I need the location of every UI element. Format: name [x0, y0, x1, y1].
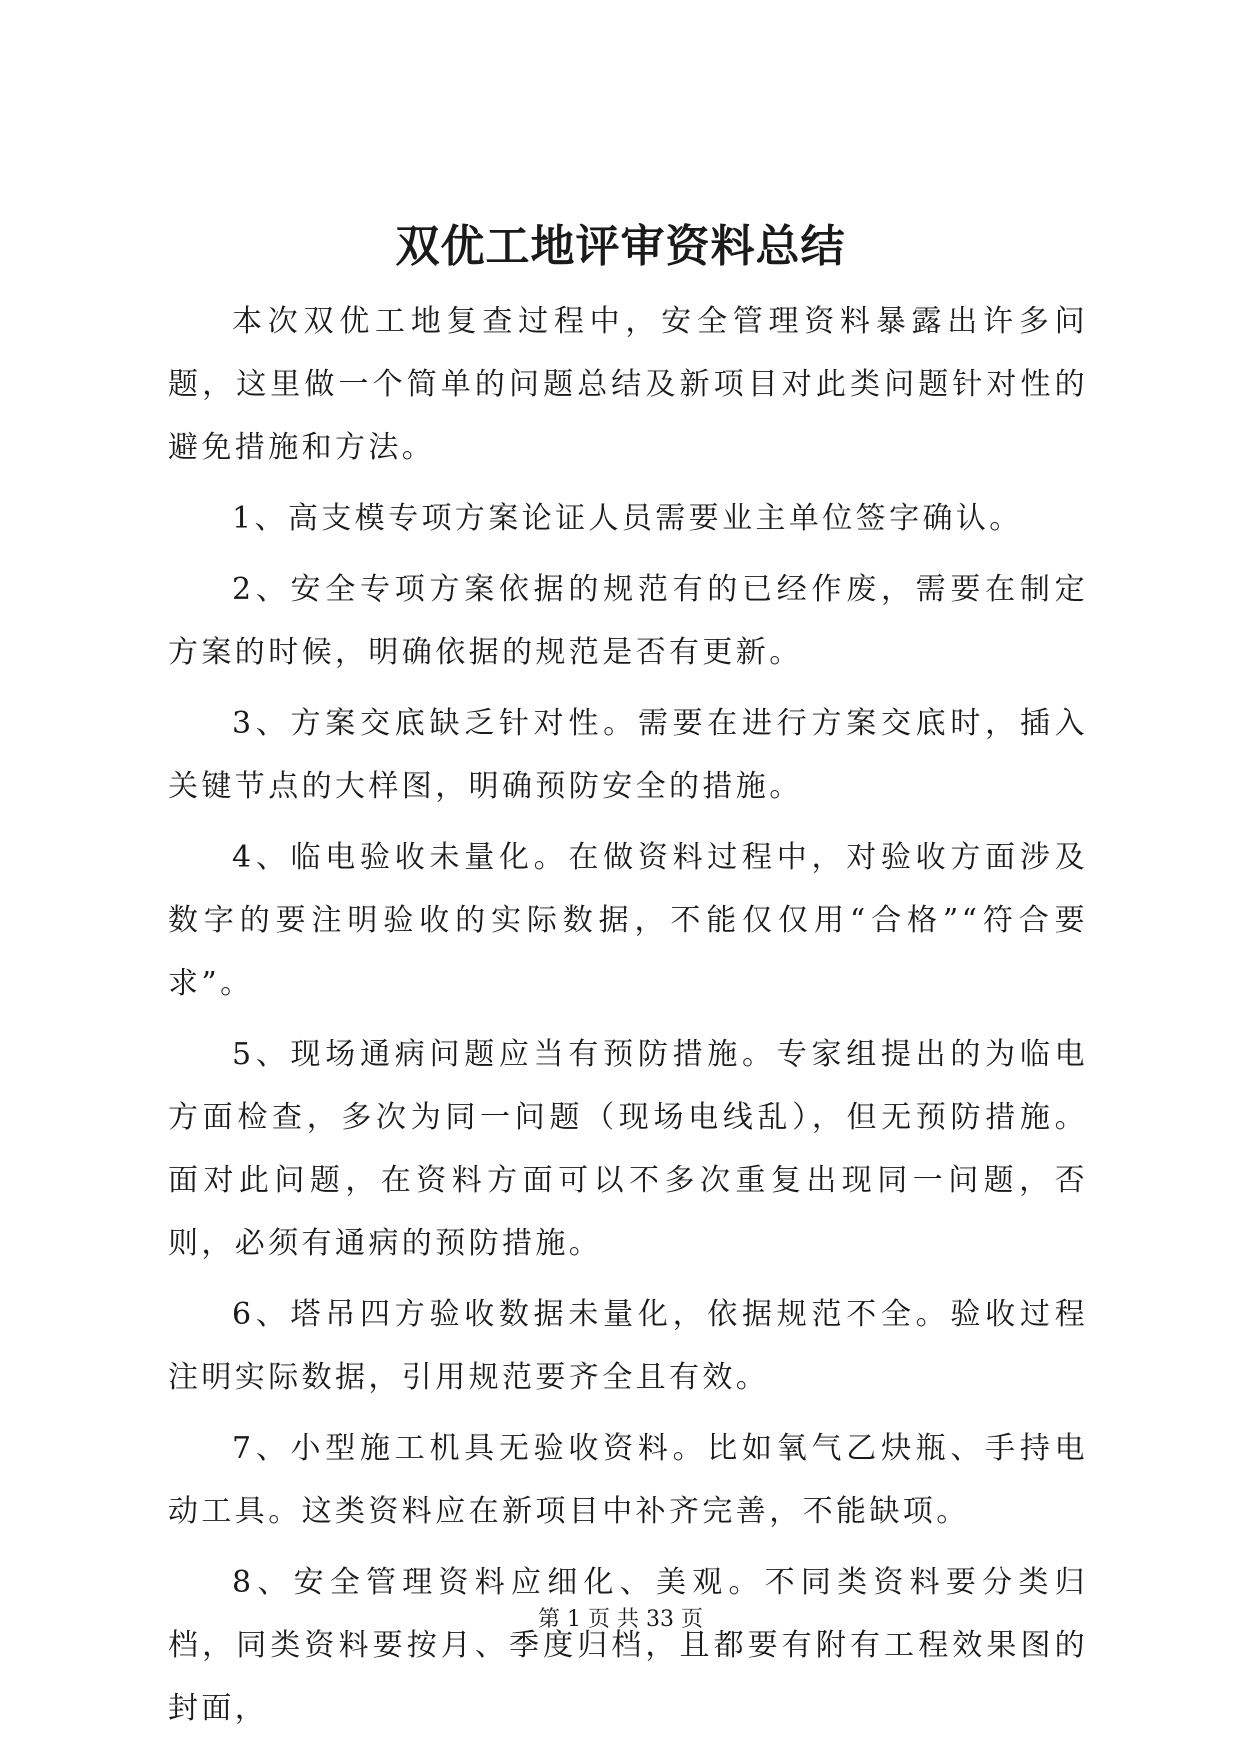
paragraph-intro: 本次双优工地复查过程中，安全管理资料暴露出许多问题，这里做一个简单的问题总结及新项目对此类问题针对性的避免措施和方法。 [168, 304, 1088, 465]
document-body [168, 290, 1088, 1748]
paragraph-item-6: 6、塔吊四方验收数据未量化，依据规范不全。验收过程注明实际数据，引用规范要齐全且有效。 [168, 1297, 1088, 1395]
paragraph-item-7: 7、小型施工机具无验收资料。比如氧气乙炔瓶、手持电动工具。这类资料应在新项目中补齐完善，不能缺项。 [168, 1431, 1088, 1529]
paragraph-item-1: 1、高支模专项方案论证人员需要业主单位签字确认。 [232, 501, 1023, 536]
paragraph-item-3: 3、方案交底缺乏针对性。需要在进行方案交底时，插入关键节点的大样图，明确预防安全的措施。 [168, 706, 1088, 804]
paragraph-item-4: 4、临电验收未量化。在做资料过程中，对验收方面涉及数字的要注明验收的实际数据，不能仅仅用“合格”“符合要求”。 [168, 840, 1088, 1001]
page-footer: 第 1 页 共 33 页 [538, 1607, 703, 1632]
paragraph-item-5: 5、现场通病问题应当有预防措施。专家组提出的为临电方面检查，多次为同一问题（现场电线乱），但无预防措施。面对此问题，在资料方面可以不多次重复出现同一问题，否则，必须有通病的预防措施。 [168, 1037, 1088, 1261]
document-title: 双优工地评审资料总结 [395, 221, 846, 272]
paragraph-item-2: 2、安全专项方案依据的规范有的已经作废，需要在制定方案的时候，明确依据的规范是否有更新。 [168, 572, 1088, 670]
paragraph-item-8: 8、安全管理资料应细化、美观。不同类资料要分类归档，同类资料要按月、季度归档，且都要有附有工程效果图的封面， [168, 1565, 1088, 1726]
